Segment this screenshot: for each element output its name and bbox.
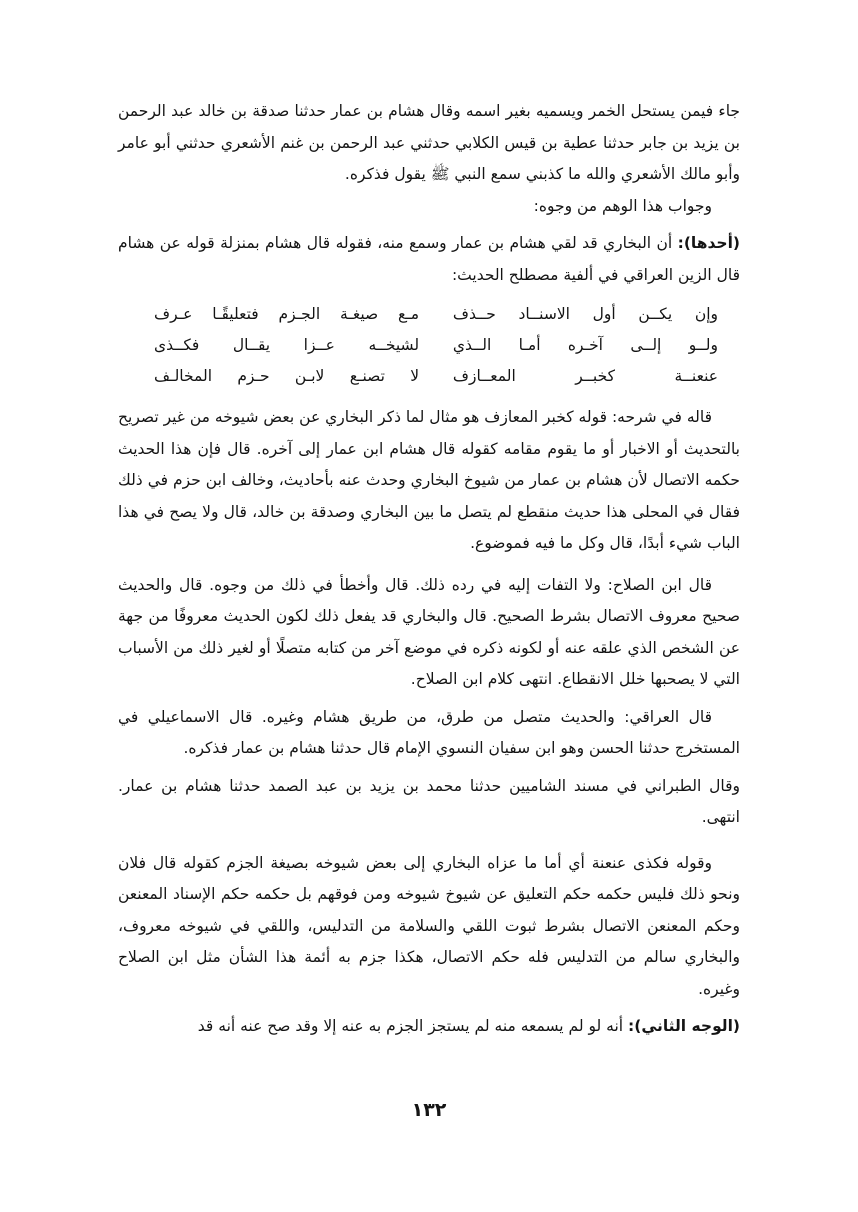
second-aspect-label: (الوجه الثاني): <box>628 1017 740 1035</box>
paragraph-commentary: قاله في شرحه: قوله كخبر المعازف هو مثال لما ذكر البخاري عن بعض شيوخه من غير تصريح بالتحديث أو الاخبار أو ما يقوم مقامه كقوله قال هشام ابن عمار إلى آخره. قال فإن هذا الحديث حكمه الاتصال لأن هشام بن عمار من شيوخ البخاري وحدث عنه بأحاديث، وخالف ابن حزم في ذلك فقال في المحلى هذا حديث منقطع لم يتصل ما بين البخاري وصدقة بن خالد، قال ولا يصح في هذا الباب شيء أبدًا، قال وكل ما فيه فموضوع. <box>118 408 740 552</box>
paragraph-tabarani: وقال الطبراني في مسند الشاميين حدثنا محمد بن يزيد بن عبد الصمد حدثنا هشام بن عمار. انتهى. <box>118 776 740 826</box>
paragraph-hadith-chain: جاء فيمن يستحل الخمر ويسميه بغير اسمه وقال هشام بن عمار حدثنا صدقة بن خالد عبد الرحمن بن يزيد بن جابر حدثنا عطية بن قيس الكلابي حدثني عبد الرحمن بن غنم الأشعري حدثني أبو عامر وأبو مالك الأشعري والله ما كذبني سمع النبي ﷺ يقول فذكره. <box>118 102 740 183</box>
verse-second-hemistich: لشيخــه عــزا يقــال فكــذى <box>154 336 420 354</box>
poem-verse <box>154 299 718 330</box>
paragraph-second-aspect <box>118 1011 740 1043</box>
second-aspect-text: أنه لو لم يسمعه منه لم يستجز الجزم به عنه إلا وقد صح عنه أنه قد <box>197 1017 629 1035</box>
verse-first-hemistich: عنعنــة كخبــر المعــازف <box>452 367 718 385</box>
book-page <box>118 96 740 1156</box>
verse-second-hemistich: مـع صيغـة الجـزم فتعليقًـا عـرف <box>154 305 420 323</box>
alfiyya-poem <box>154 299 718 392</box>
verse-first-hemistich: ولــو إلــى آخـره أمـا الــذي <box>452 336 718 354</box>
first-aspect-label: (أحدها): <box>677 234 740 252</box>
paragraph-first-aspect <box>118 228 740 291</box>
poem-verse <box>154 330 718 361</box>
verse-second-hemistich: لا تصنـع لابـن حـزم المخالـف <box>154 367 420 385</box>
page-number: ١٣٢ <box>411 1099 447 1121</box>
first-aspect-text: أن البخاري قد لقي هشام بن عمار وسمع منه، فقوله قال هشام بمنزلة قوله عن هشام قال الزين العراقي في ألفية مصطلح الحديث: <box>118 234 740 284</box>
paragraph-iraqi: قال العراقي: والحديث متصل من طرق، من طريق هشام وغيره. قال الاسماعيلي في المستخرج حدثنا الحسن وهو ابن سفيان النسوي الإمام قال حدثنا هشام بن عمار فذكره. <box>118 707 740 757</box>
verse-first-hemistich: وإن يكــن أول الاسنــاد حــذف <box>452 305 718 323</box>
paragraph-ibn-salah: قال ابن الصلاح: ولا التفات إليه في رده ذلك. قال وأخطأ في ذلك من وجوه. قال والحديث صحيح معروف الاتصال بشرط الصحيح. قال والبخاري قد يفعل ذلك لكون الحديث معروفًا من جهة عن الشخص الذي علقه عنه أو لكونه ذكره في موضع آخر من كتابه متصلًا أو لغير ذلك من الأسباب التي لا يصحبها خلل الانقطاع. انتهى كلام ابن الصلاح. <box>118 575 740 688</box>
paragraph-kadhalika-anana: وقوله فكذى عنعنة أي أما ما عزاه البخاري إلى بعض شيوخه بصيغة الجزم كقوله قال فلان ونحو ذلك فليس حكمه حكم التعليق عن شيوخ شيوخه ومن فوقهم بل حكمه حكم الإسناد المعنعن وحكم المعنعن الاتصال بشرط ثبوت اللقي والسلامة من التدليس، واللقي في شيوخه معروف، والبخاري سالم من التدليس فله حكم الاتصال، هكذا جزم به أئمة هذا الشأن مثل ابن الصلاح وغيره. <box>118 853 740 998</box>
poem-verse <box>154 361 718 392</box>
paragraph-answer-intro: وجواب هذا الوهم من وجوه: <box>533 196 712 215</box>
